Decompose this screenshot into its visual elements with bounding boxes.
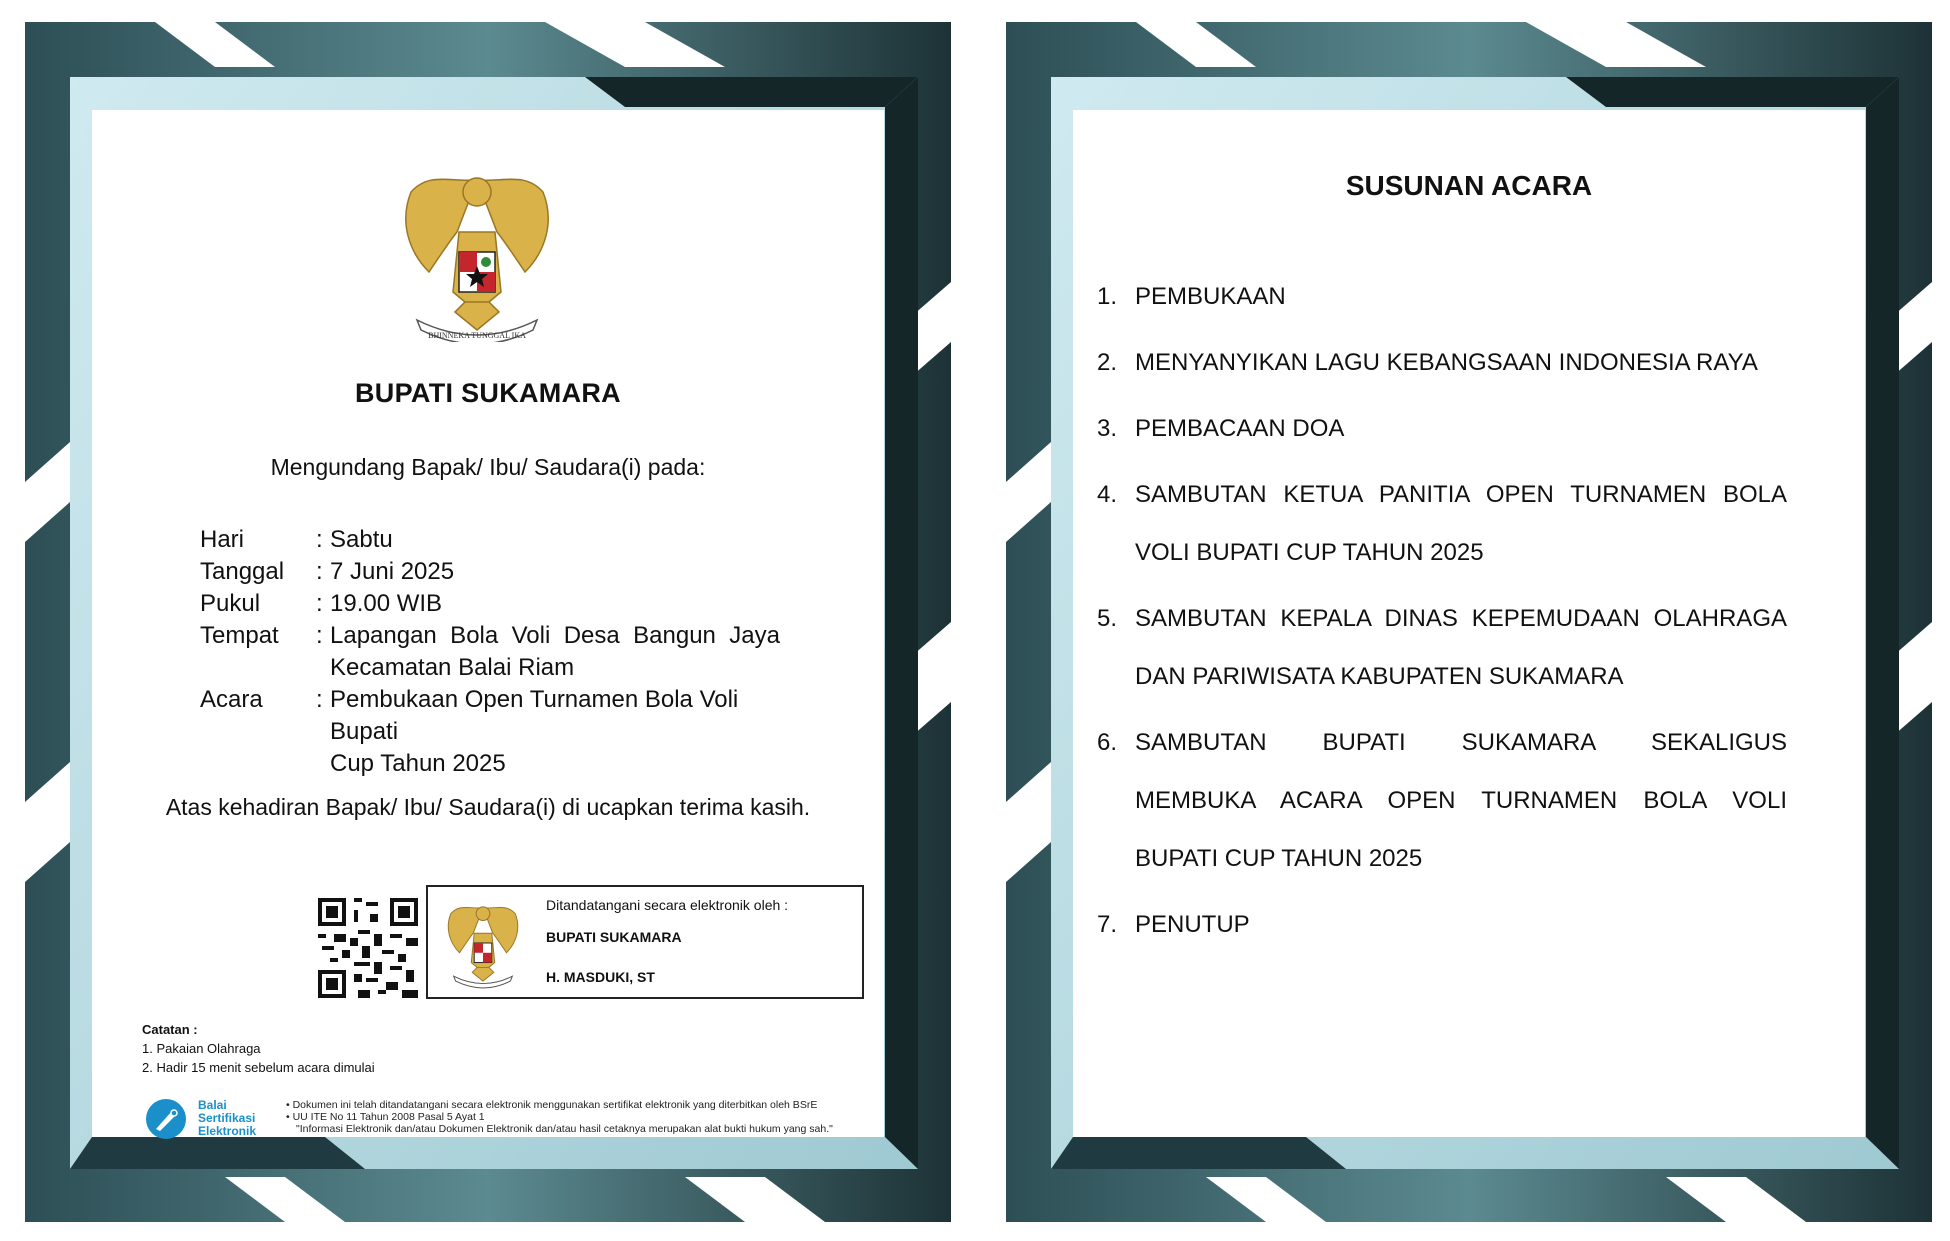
item-number: 6. [1097, 729, 1118, 756]
agenda-title: SUSUNAN ACARA [1345, 170, 1593, 201]
detail-row-pukul [200, 588, 780, 620]
detail-value: 7 Juni 2025 [330, 558, 455, 585]
thanks-line: Atas kehadiran Bapak/ Ibu/ Saudara(i) di ucapkan terima kasih. [165, 794, 811, 820]
qr-code-icon [318, 898, 418, 998]
item-number: 4. [1097, 481, 1118, 508]
item-text: VOLI BUPATI CUP TAHUN 2025 [1135, 539, 1484, 566]
item-text: SAMBUTAN KEPALA DINAS KEPEMUDAAN OLAHRAGA [1135, 605, 1787, 632]
detail-separator: : [316, 686, 323, 713]
bsre-footer [144, 1097, 844, 1141]
invite-line: Mengundang Bapak/ Ibu/ Saudara(i) pada: [270, 454, 706, 480]
list-item [1097, 334, 1787, 392]
note-item: 1. Pakaian Olahraga [142, 1041, 261, 1056]
item-text: SAMBUTAN KETUA PANITIA OPEN TURNAMEN BOLA [1135, 481, 1787, 508]
detail-value: Sabtu [330, 526, 393, 553]
emblem-motto: BHINNEKA TUNGGAL IKA [428, 331, 526, 340]
item-text: PEMBACAAN DOA [1135, 415, 1345, 442]
garuda-pancasila-emblem-icon [440, 895, 526, 991]
detail-row-tempat [200, 620, 780, 652]
item-text: DAN PARIWISATA KABUPATEN SUKAMARA [1135, 663, 1624, 690]
detail-row-tanggal [200, 556, 780, 588]
list-item [1097, 896, 1787, 954]
bsre-name: Balai Sertifikasi Elektronik [198, 1098, 257, 1138]
detail-value-continued: Kecamatan Balai Riam [330, 654, 575, 681]
item-number: 5. [1097, 605, 1118, 632]
detail-label: Pukul [200, 590, 261, 617]
invitation-card [25, 22, 951, 1222]
issuer-title: BUPATI SUKAMARA [355, 378, 621, 408]
agenda-list [1097, 268, 1787, 962]
item-text: SAMBUTAN BUPATI SUKAMARA SEKALIGUS [1135, 729, 1787, 756]
detail-value: Pembukaan Open Turnamen Bola Voli Bupati [330, 686, 739, 745]
bsre-info [286, 1099, 833, 1135]
list-item [1097, 268, 1787, 326]
detail-label: Acara [200, 686, 263, 713]
detail-separator: : [316, 526, 323, 553]
item-text: MEMBUKA ACARA OPEN TURNAMEN BOLA VOLI [1135, 787, 1787, 814]
signer-name: H. MASDUKI, ST [546, 969, 655, 985]
list-item [1097, 400, 1787, 458]
item-text: PENUTUP [1135, 911, 1250, 938]
detail-label: Tempat [200, 622, 279, 649]
detail-value: Lapangan Bola Voli Desa Bangun Jaya [330, 622, 780, 649]
event-details [200, 524, 780, 780]
detail-separator: : [316, 622, 323, 649]
signer-office: BUPATI SUKAMARA [546, 929, 682, 945]
signature-intro: Ditandatangani secara elektronik oleh : [546, 897, 789, 913]
detail-value: 19.00 WIB [330, 590, 443, 617]
bsre-info-line: UU ITE No 11 Tahun 2008 Pasal 5 Ayat 1 [292, 1111, 485, 1123]
item-text: PEMBUKAAN [1135, 283, 1286, 310]
list-item [1097, 590, 1787, 706]
bsre-pen-icon [144, 1097, 190, 1141]
detail-value-continued: Cup Tahun 2025 [330, 750, 506, 777]
item-text: BUPATI CUP TAHUN 2025 [1135, 845, 1423, 872]
item-number: 7. [1097, 911, 1118, 938]
bsre-info-line: "Informasi Elektronik dan/atau Dokumen Elektronik dan/atau hasil cetaknya merupakan alat bukti hukum yang sah." [296, 1123, 833, 1135]
agenda-paper [1073, 110, 1865, 1137]
detail-row-hari [200, 524, 780, 556]
invitation-paper [92, 110, 884, 1137]
list-item [1097, 466, 1787, 582]
detail-separator: : [316, 590, 323, 617]
item-text: MENYANYIKAN LAGU KEBANGSAAN INDONESIA RAYA [1135, 349, 1758, 376]
electronic-signature-box [426, 885, 864, 999]
detail-label: Tanggal [200, 558, 285, 585]
notes [142, 1020, 375, 1077]
detail-row-acara [200, 684, 780, 748]
bsre-info-line: Dokumen ini telah ditandatangani secara elektronik menggunakan sertifikat elektronik yang diterbitkan oleh BSrE [292, 1099, 818, 1111]
note-item: 2. Hadir 15 menit sebelum acara dimulai [142, 1060, 375, 1075]
list-item [1097, 714, 1787, 888]
notes-title: Catatan : [142, 1022, 198, 1037]
item-number: 1. [1097, 283, 1118, 310]
garuda-pancasila-emblem-icon [389, 162, 565, 342]
agenda-card [1006, 22, 1932, 1222]
detail-separator: : [316, 558, 323, 585]
item-number: 3. [1097, 415, 1118, 442]
item-number: 2. [1097, 349, 1118, 376]
detail-label: Hari [200, 526, 245, 553]
